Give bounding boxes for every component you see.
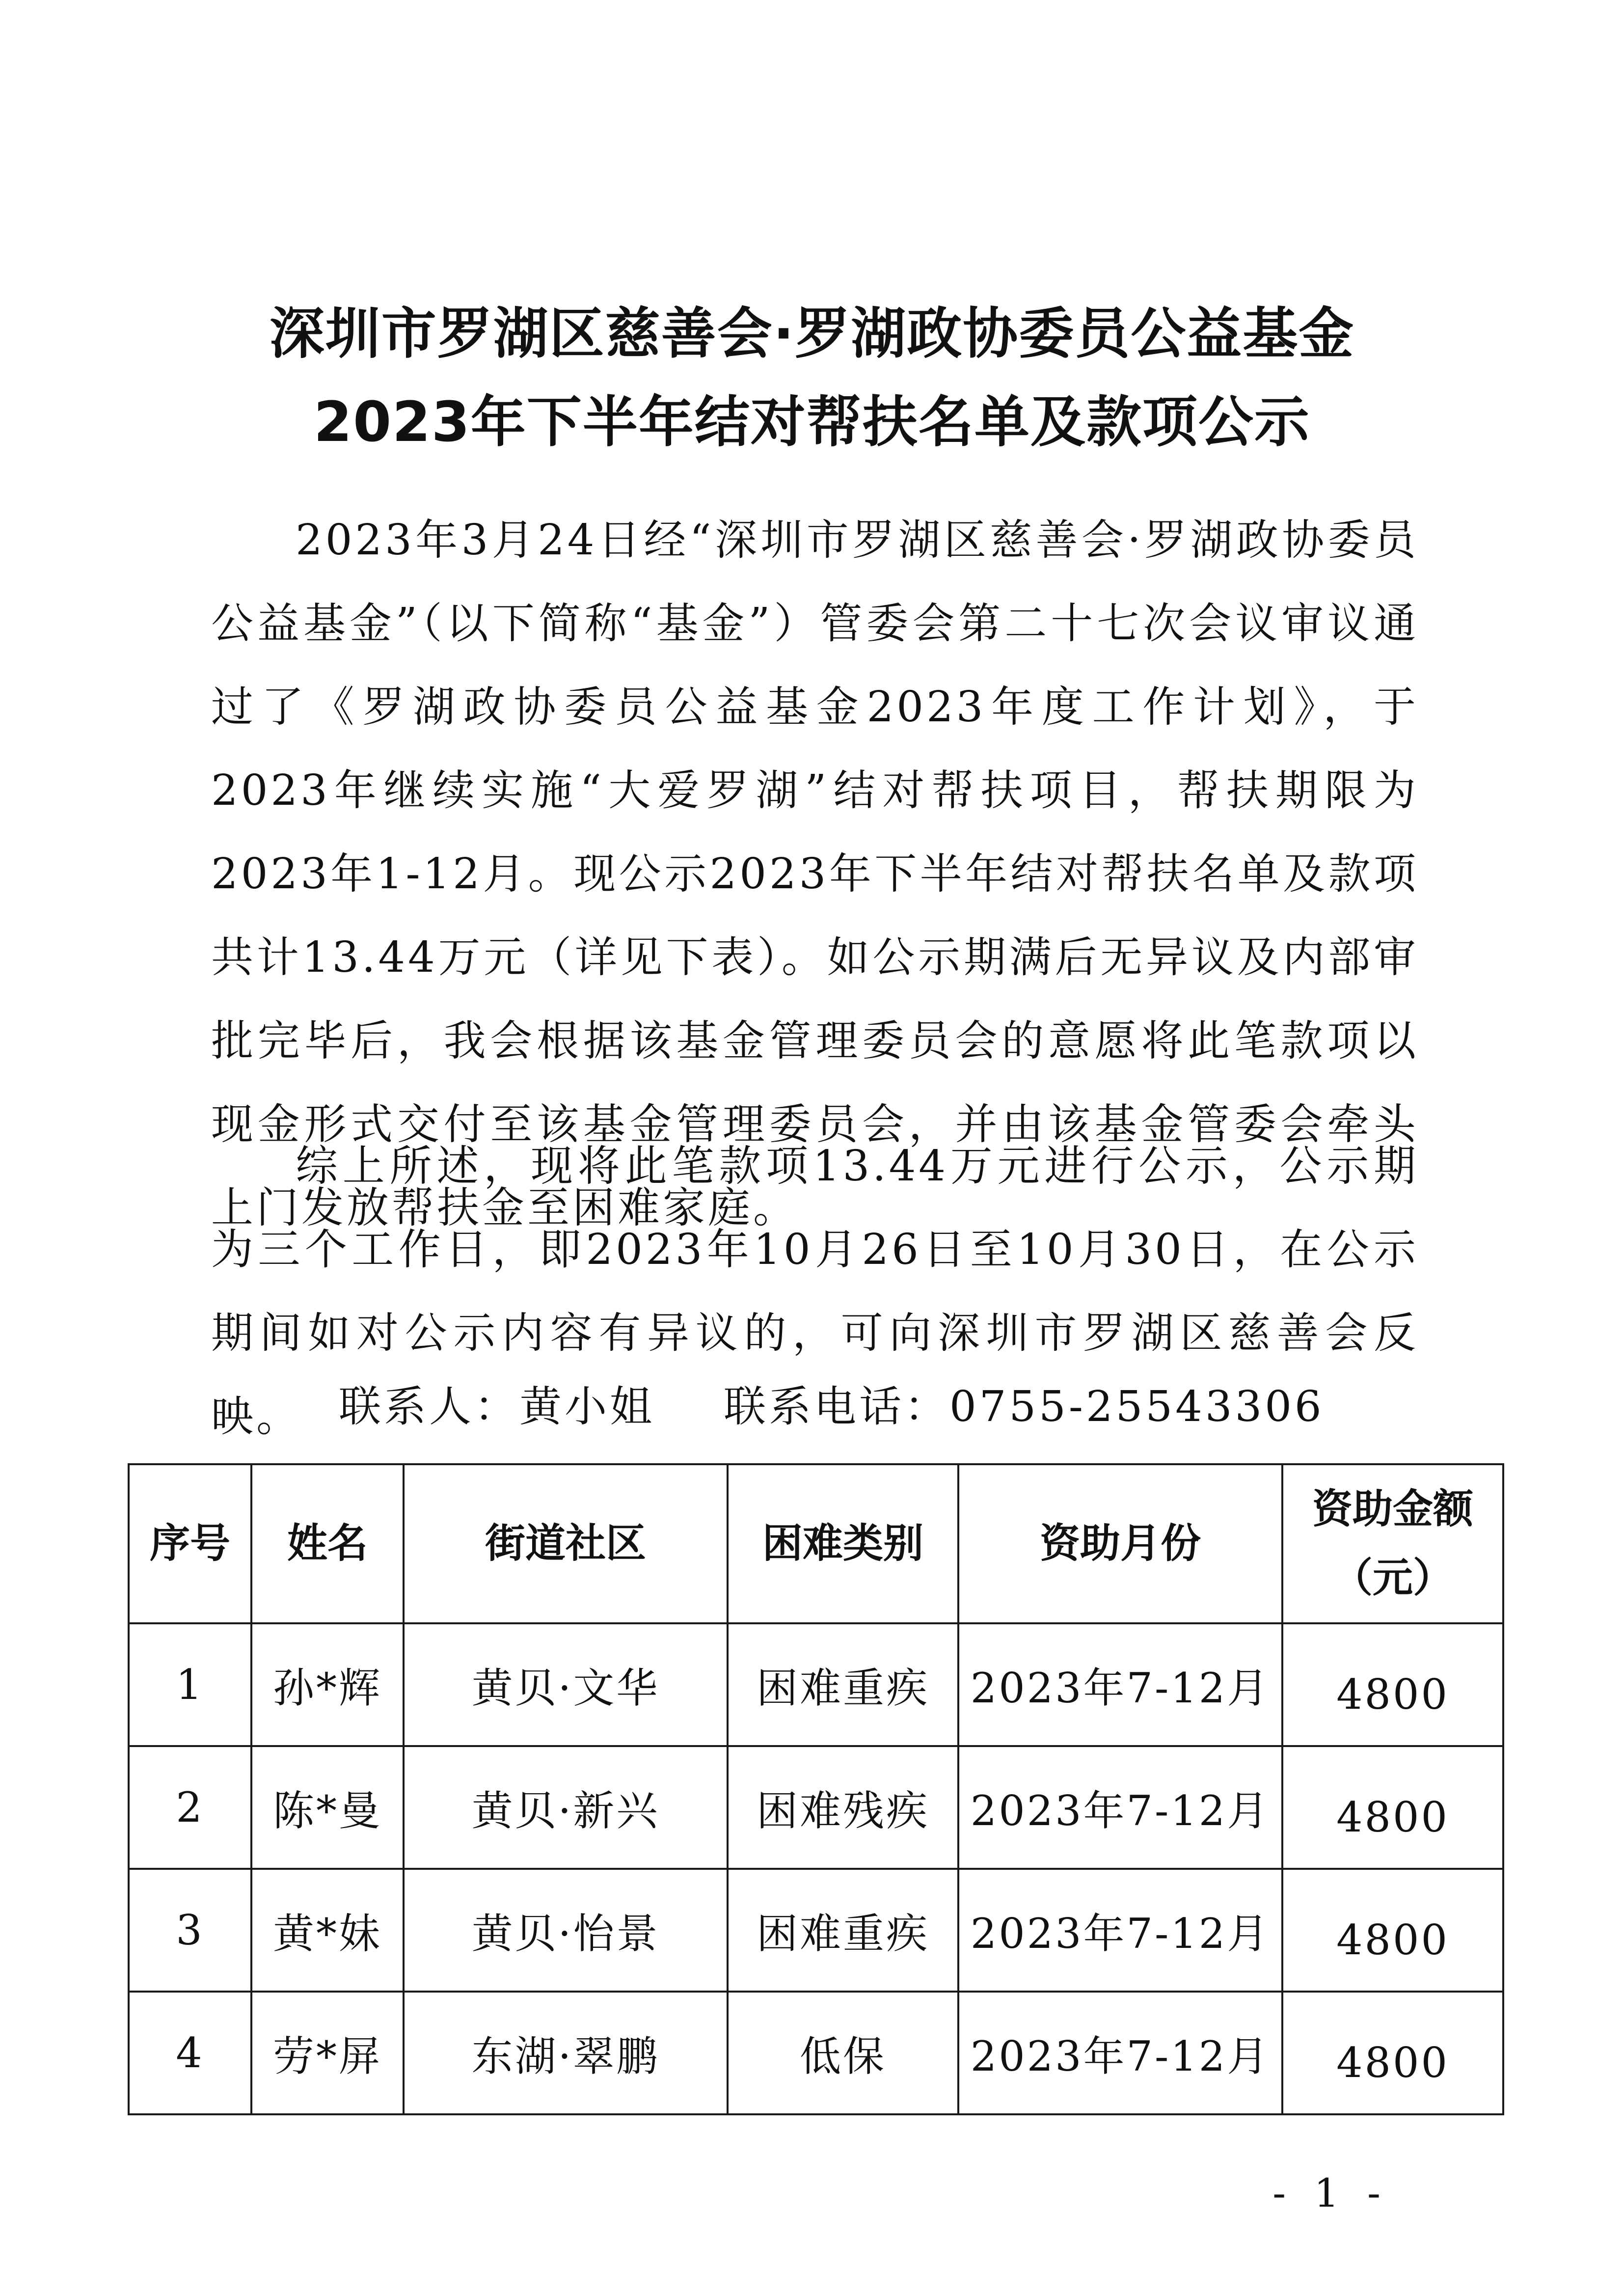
header-amount [1282,1464,1503,1623]
cell-name: 劳*屏 [251,1992,404,2114]
page-title-line-1: 深圳市罗湖区慈善会·罗湖政协委员公益基金 [269,302,1355,366]
contact-line [211,1375,1419,1439]
table-row [129,1746,1503,1869]
cell-amount: 4800 [1282,1746,1503,1869]
body-paragraph-2: 综上所述，现将此笔款项13.44万元进行公示，公示期为三个工作日，即2023年10月26日至10月30日，在公示期间如对公示内容有异议的，可向深圳市罗湖区慈善会反映。 [211,1142,1419,1441]
contact-phone: 联系电话：0755-25543306 [724,1382,1325,1431]
cell-community: 黄贝·文华 [404,1623,728,1746]
table-row [129,1992,1503,2114]
header-index: 序号 [129,1464,251,1623]
header-category: 困难类别 [728,1464,958,1623]
cell-index: 1 [129,1623,251,1746]
header-period: 资助月份 [958,1464,1282,1623]
cell-period: 2023年7-12月 [958,1869,1282,1992]
cell-community: 黄贝·新兴 [404,1746,728,1869]
cell-name: 孙*辉 [251,1623,404,1746]
header-name: 姓名 [251,1464,404,1623]
cell-category: 困难重疾 [728,1623,958,1746]
cell-index: 4 [129,1992,251,2114]
body-paragraph-1: 2023年3月24日经“深圳市罗湖区慈善会·罗湖政协委员公益基金”（以下简称“基金”）管委会第二十七次会议审议通过了《罗湖政协委员公益基金2023年度工作计划》，于2023年继续实施“大爱罗湖”结对帮扶项目，帮扶期限为2023年1-12月。现公示2023年下半年结对帮扶名单及款项共计13.44万元（详见下表）。如公示期满后无异议及内部审批完毕后，我会根据该基金管理委员会的意愿将此笔款项以现金形式交付至该基金管理委员会，并由该基金管委会牵头上门发放帮扶金至困难家庭。 [211,516,1419,1232]
header-amount-unit: （元） [1332,1555,1453,1601]
table-row [129,1869,1503,1992]
cell-amount: 4800 [1282,1869,1503,1992]
header-amount-label: 资助金额 [1312,1486,1473,1532]
cell-community: 黄贝·怡景 [404,1869,728,1992]
page-number: - 1 - [1272,2170,1388,2216]
cell-category: 困难残疾 [728,1746,958,1869]
cell-category: 困难重疾 [728,1869,958,1992]
cell-period: 2023年7-12月 [958,1746,1282,1869]
cell-period: 2023年7-12月 [958,1623,1282,1746]
page-title-line-2: 2023年下半年结对帮扶名单及款项公示 [314,390,1310,454]
cell-amount: 4800 [1282,1623,1503,1746]
contact-person: 联系人：黄小姐 [339,1382,655,1431]
header-community: 街道社区 [404,1464,728,1623]
aid-list-table [128,1463,1504,2115]
table-row [129,1623,1503,1746]
cell-category: 低保 [728,1992,958,2114]
cell-name: 黄*妹 [251,1869,404,1992]
table-header-row [129,1464,1503,1623]
cell-amount: 4800 [1282,1992,1503,2114]
cell-community: 东湖·翠鹏 [404,1992,728,2114]
cell-index: 2 [129,1746,251,1869]
cell-index: 3 [129,1869,251,1992]
cell-name: 陈*曼 [251,1746,404,1869]
cell-period: 2023年7-12月 [958,1992,1282,2114]
